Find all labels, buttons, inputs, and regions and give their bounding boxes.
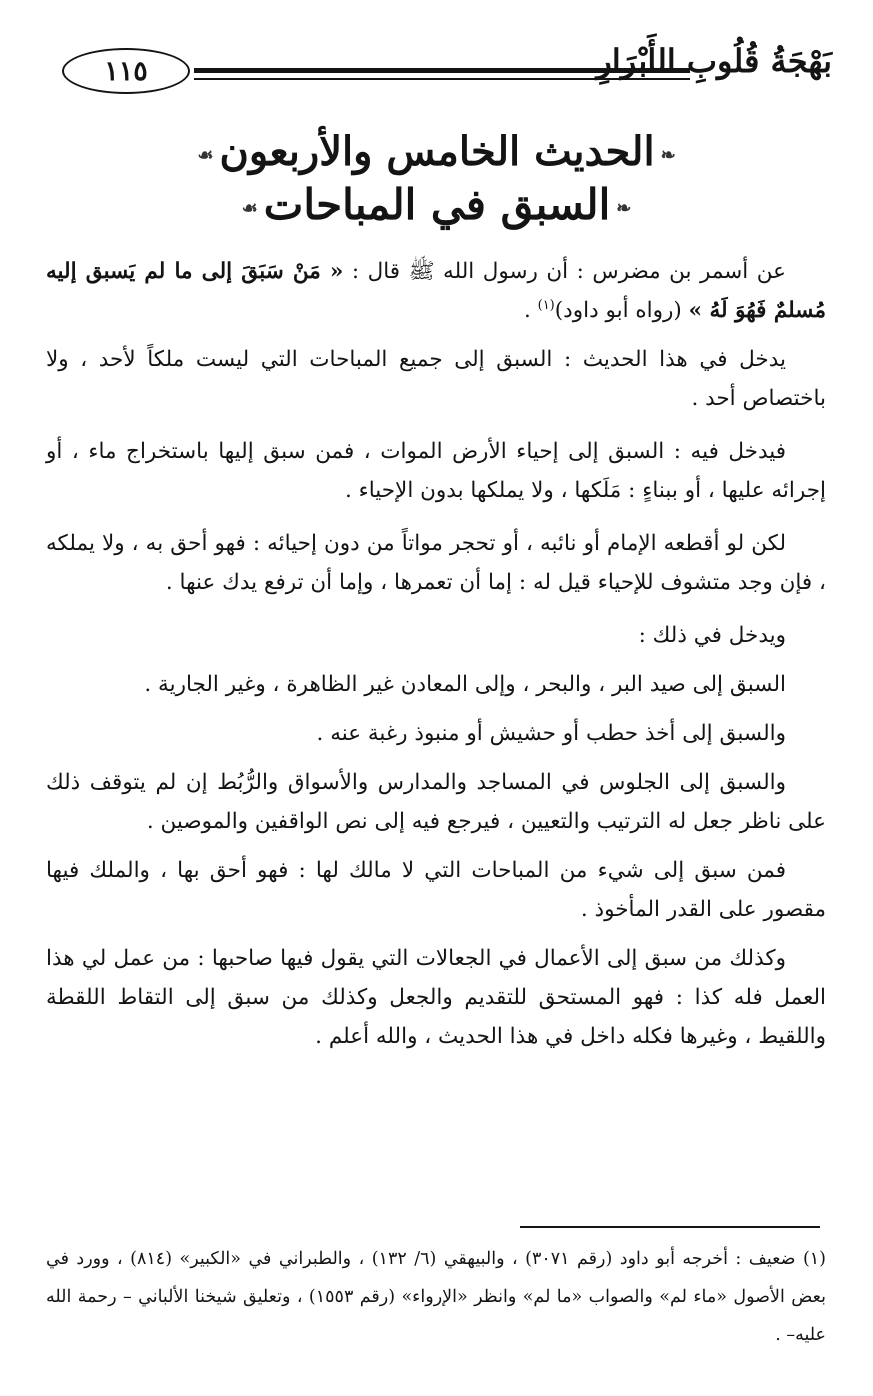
page-header	[62, 38, 832, 104]
paragraph: والسبق إلى الجلوس في المساجد والمدارس والأسواق والرُّبُط إن لم يتوقف ذلك على ناظر جعل له الترتيب والتعيين ، فيرجع فيه إلى نص الواقفين والموصين .	[46, 770, 826, 834]
hadith-source: (رواه أبو داود)	[554, 298, 689, 323]
footnote-divider	[520, 1226, 820, 1228]
main-text	[46, 252, 826, 1066]
flourish-ornament-icon: ❧	[660, 144, 676, 166]
paragraph: فيدخل فيه : السبق إلى إحياء الأرض الموات ، فمن سبق إليها باستخراج ماء ، أو إجرائه عليها ، أو ببناءٍ : مَلَكها ، ولا يملكها بدون الإحياء .	[46, 439, 826, 503]
page-number: ١١٥	[62, 48, 190, 94]
paragraph: والسبق إلى أخذ حطب أو حشيش أو منبوذ رغبة عنه .	[316, 721, 786, 746]
paragraph-hadith	[46, 252, 826, 330]
flourish-ornament-icon: ❧	[616, 197, 632, 219]
chapter-title-line1	[0, 128, 873, 175]
paragraph: لكن لو أقطعه الإمام أو نائبه ، أو تحجر مواتاً من دون إحيائه : فهو أحق به ، ولا يملكه ، فإن وجد متشوف للإحياء قيل له : إما أن تعمرها ، وإما أن ترفع يدك عنها .	[46, 531, 826, 595]
paragraph: يدخل في هذا الحديث : السبق إلى جميع المباحات التي ليست ملكاً لأحد ، ولا باختصاص أحد .	[46, 347, 826, 411]
paragraph: ويدخل في ذلك :	[638, 623, 786, 648]
footnote-marker: (١)	[537, 297, 555, 313]
paragraph: السبق إلى صيد البر ، والبحر ، وإلى المعادن غير الظاهرة ، وغير الجارية .	[144, 672, 786, 697]
flourish-ornament-icon: ☙	[241, 197, 258, 219]
chapter-title-text-1: الحديث الخامس والأربعون	[219, 128, 655, 175]
flourish-ornament-icon: ☙	[197, 144, 214, 166]
paragraph: وكذلك من سبق إلى الأعمال في الجعالات التي يقول فيها صاحبها : من عمل لي هذا العمل فله كذا : فهو المستحق للتقديم والجعل وكذلك من سبق إلى التقاط اللقطة واللقيط ، وغيرها فكله داخل في هذا الحديث ، والله أعلم .	[46, 946, 826, 1049]
hadith-intro: عن أسمر بن مضرس : أن رسول الله ﷺ قال :	[343, 259, 786, 284]
book-title: بَهْجَةُ قُلُوبِ الأَبْرَارِ	[596, 42, 832, 80]
paragraph: فمن سبق إلى شيء من المباحات التي لا مالك لها : فهو أحق بها ، والملك فيها مقصور على القدر المأخوذ .	[46, 858, 826, 922]
hadith-text: « مَنْ سَبَقَ إلى ما لم يَسبق إليه مُسلمٌ فَهُوَ لَهُ »	[46, 259, 826, 323]
hadith-end: .	[523, 298, 538, 323]
chapter-title-line2	[0, 180, 873, 229]
chapter-title-text-2: السبق في المباحات	[263, 180, 611, 229]
footnote: (١) ضعيف : أخرجه أبو داود (رقم ٣٠٧١) ، والبيهقي (٦/ ١٣٢) ، والطبراني في «الكبير» (٨١٤) ، وورد في بعض الأصول «ماء لم» والصواب «ما لم» وانظر «الإرواء» (رقم ١٥٥٣) ، وتعليق شيخنا الألباني – رحمة الله عليه– .	[46, 1249, 826, 1345]
